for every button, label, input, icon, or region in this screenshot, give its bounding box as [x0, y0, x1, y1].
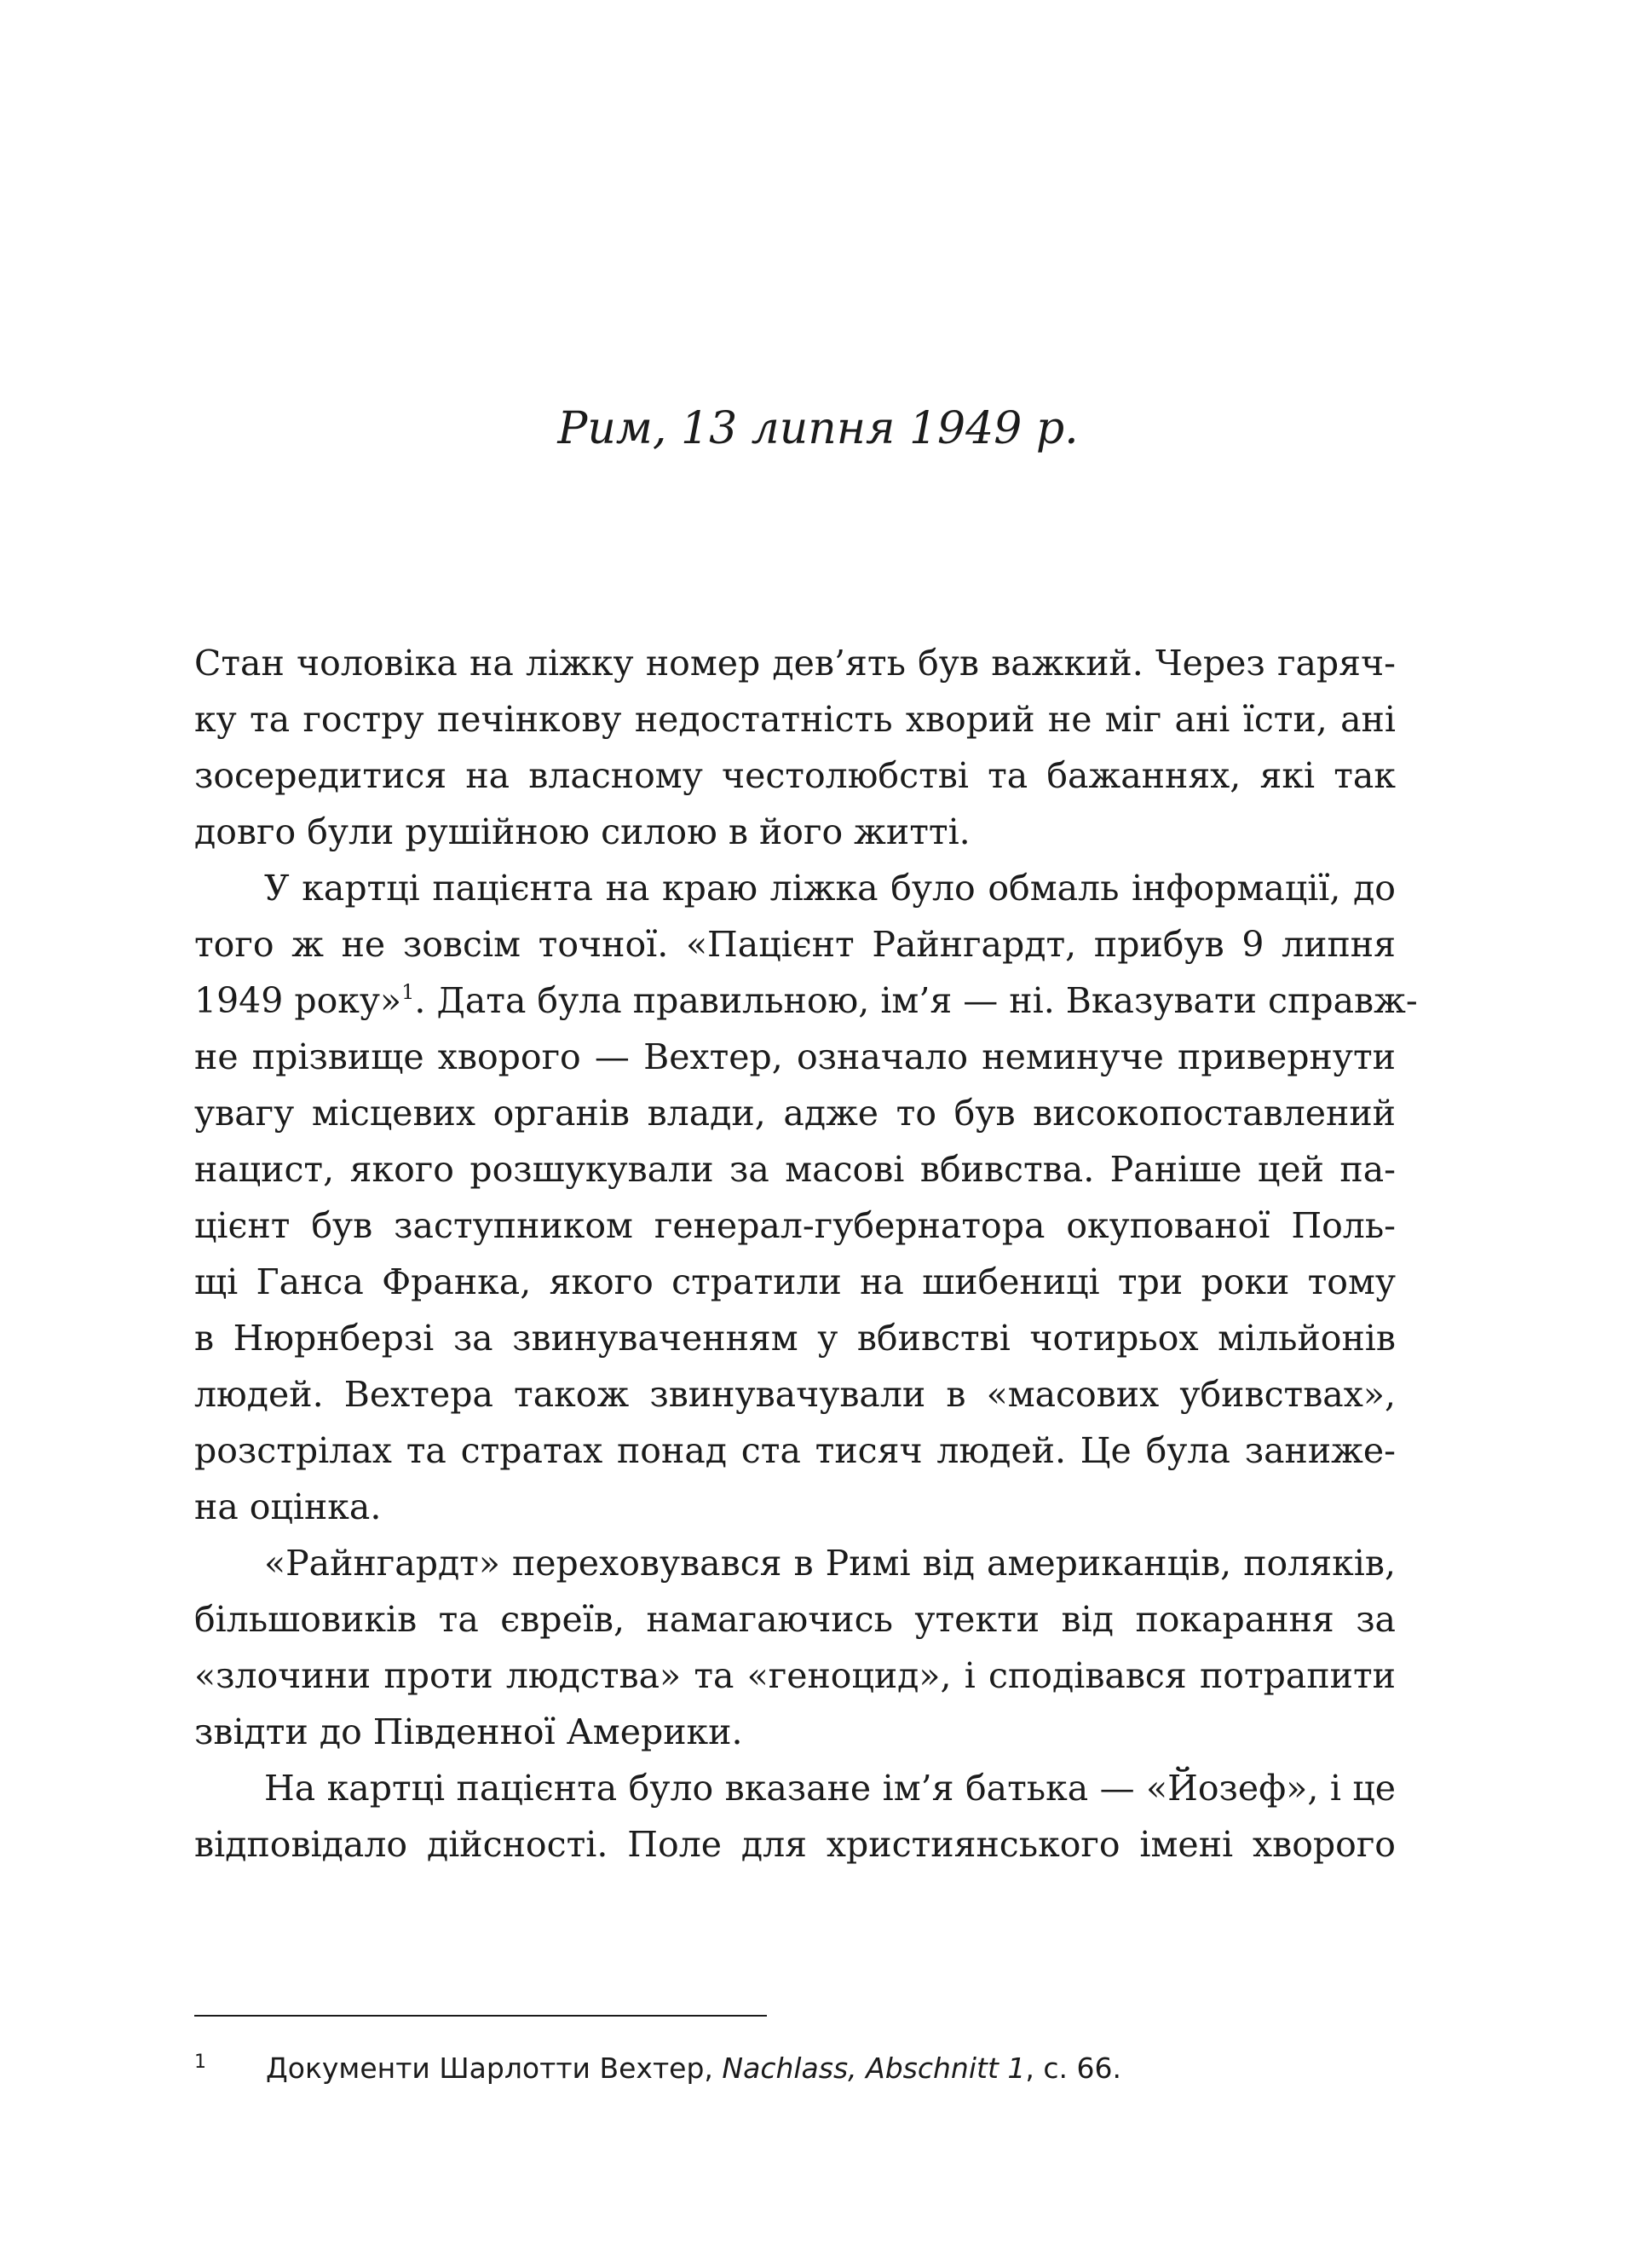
text-line: цієнт був заступником генерал-губернатора окупованої Поль-	[194, 1205, 1396, 1246]
text-line: звідти до Південної Америки.	[194, 1711, 743, 1752]
text-line: щі Ганса Франка, якого стратили на шибениці три роки тому	[194, 1261, 1396, 1302]
text-fragment: 1949 року»	[194, 980, 402, 1021]
text-line-with-footnote	[194, 972, 1418, 1029]
chapter-title: Рим, 13 липня 1949 р.	[557, 403, 1079, 454]
text-line: більшовиків та євреїв, намагаючись утекти від покарання за	[194, 1599, 1396, 1640]
text-line: увагу місцевих органів влади, адже то був високопоставлений	[194, 1093, 1396, 1134]
body-text	[194, 635, 1418, 1873]
text-line: відповідало дійсності. Поле для християнського імені хворого	[194, 1824, 1396, 1865]
footnote-text-end: , с. 66.	[1025, 2052, 1121, 2085]
text-line: Стан чоловіка на ліжку номер дев’ять був важкий. Через гаряч-	[194, 643, 1396, 684]
text-line: не прізвище хворого — Вехтер, означало неминуче привернути	[194, 1036, 1396, 1077]
text-line: На картці пацієнта було вказане ім’я батька — «Йозеф», і це	[264, 1768, 1396, 1809]
text-line: нацист, якого розшукували за масові вбивства. Раніше цей па-	[194, 1149, 1396, 1190]
text-line: людей. Вехтера також звинувачували в «масових убивствах»,	[194, 1374, 1396, 1415]
footnote-text: Документи Шарлотти Вехтер,	[266, 2052, 723, 2085]
text-line: довго були рушійною силою в його житті.	[194, 811, 971, 852]
text-fragment: . Дата була правильною, ім’я — ні. Вказувати справж-	[414, 980, 1418, 1021]
text-line: на оцінка.	[194, 1486, 382, 1527]
footnote-italic-text: Nachlass, Abschnitt 1	[722, 2052, 1026, 2085]
text-line: в Нюрнберзі за звинуваченням у вбивстві чотирьох мільйонів	[194, 1318, 1396, 1359]
text-line: У картці пацієнта на краю ліжка було обмаль інформації, до	[264, 868, 1396, 909]
text-line: ку та гостру печінкову недостатність хворий не міг ані їсти, ані	[194, 699, 1396, 740]
text-line: «Райнгардт» переховувався в Римі від американців, поляків,	[264, 1543, 1396, 1584]
footnote: 1 Документи Шарлотти Вехтер, Nachlass, Abschnitt 1, с. 66.	[194, 2052, 1121, 2085]
text-line: зосередитися на власному честолюбстві та бажаннях, які так	[194, 755, 1396, 796]
text-line: розстрілах та стратах понад ста тисяч людей. Це була занижe-	[194, 1430, 1396, 1471]
text-line: того ж не зовсім точної. «Пацієнт Райнгардт, прибув 9 липня	[194, 924, 1396, 965]
footnote-reference[interactable]: 1	[401, 980, 415, 1004]
text-line: «злочини проти людства» та «геноцид», і сподівався потрапити	[194, 1655, 1396, 1696]
footnote-divider	[194, 2015, 767, 2017]
